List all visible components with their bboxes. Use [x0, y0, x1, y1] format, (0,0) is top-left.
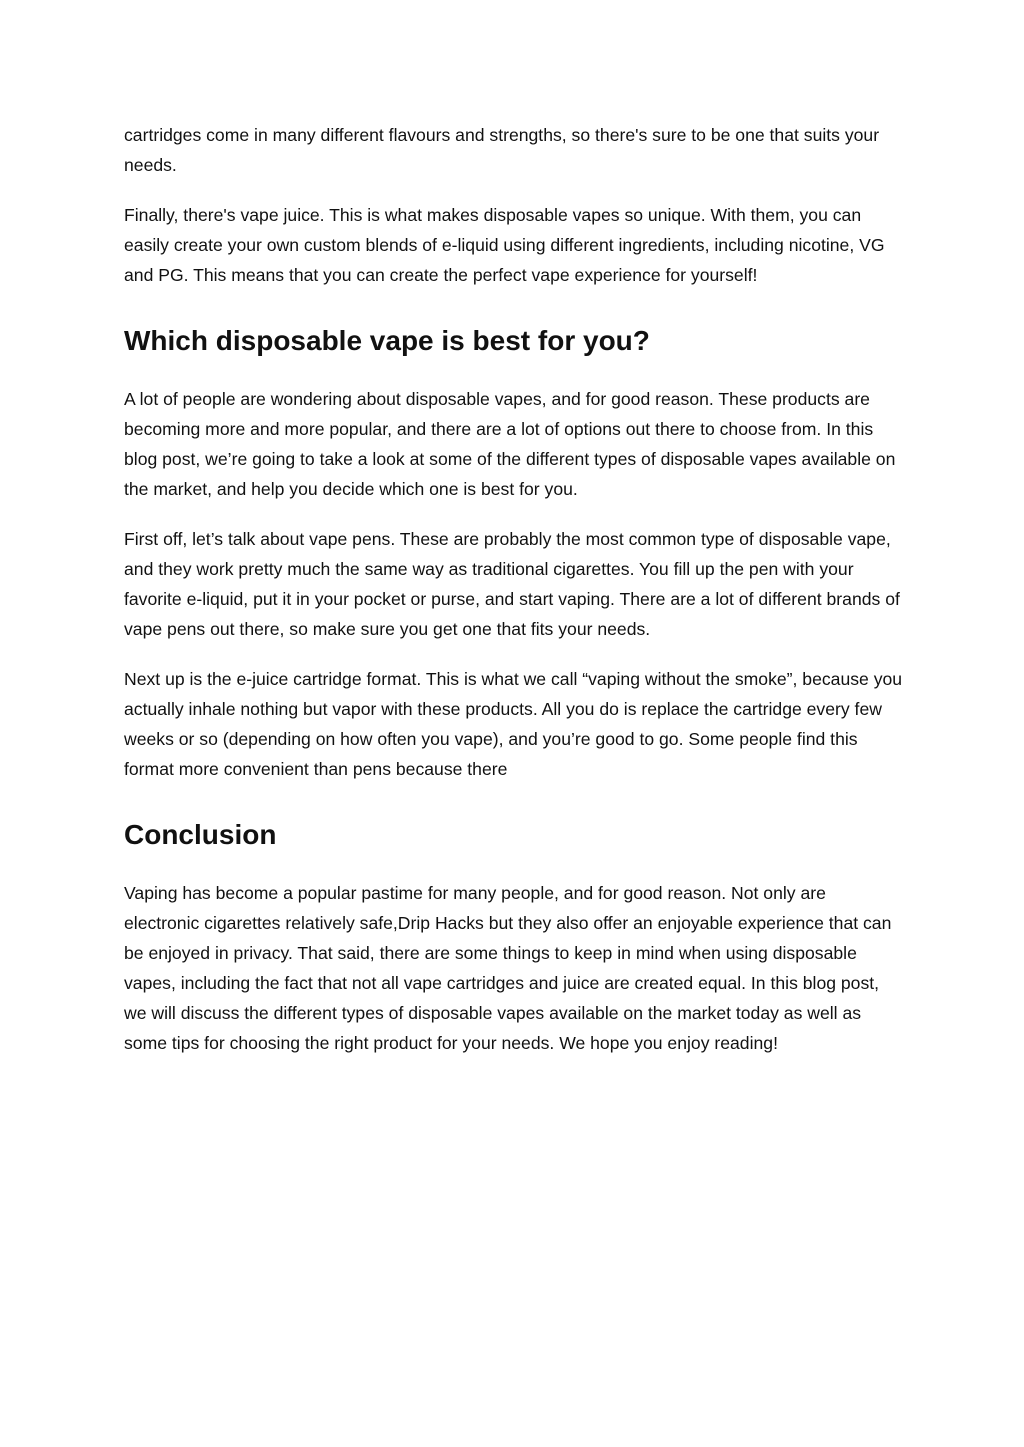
section1-paragraph-2: First off, let’s talk about vape pens. These are probably the most common type of disposable vape, and they work pretty much the same way as traditional cigarettes. You fill up the pen with your favorite e-liquid, put it in your pocket or purse, and start vaping. There are a lot of different brands of vape pens out there, so make sure you get one that fits your needs.: [124, 529, 900, 639]
section-heading-best-vape: Which disposable vape is best for you?: [124, 325, 650, 356]
section-heading-conclusion: Conclusion: [124, 819, 277, 850]
intro-paragraph-1: cartridges come in many different flavours and strengths, so there's sure to be one that suits your needs.: [124, 125, 880, 175]
conclusion-paragraph: Vaping has become a popular pastime for many people, and for good reason. Not only are electronic cigarettes relatively safe,Drip Hacks but they also offer an enjoyable experience that can be enjoyed in privacy. That said, there are some things to keep in mind when using disposable vapes, including the fact that not all vape cartridges and juice are created equal. In this blog post, we will discuss the different types of disposable vapes available on the market today as well as some tips for choosing the right product for your needs. We hope you enjoy reading!: [124, 883, 892, 1053]
document-page: [124, 120, 904, 1078]
section1-paragraph-1: A lot of people are wondering about disposable vapes, and for good reason. These products are becoming more and more popular, and there are a lot of options out there to choose from. In this blog post, we’re going to take a look at some of the different types of disposable vapes available on the market, and help you decide which one is best for you.: [124, 389, 896, 499]
intro-paragraph-2: Finally, there's vape juice. This is what makes disposable vapes so unique. With them, you can easily create your own custom blends of e-liquid using different ingredients, including nicotine, VG and PG. This means that you can create the perfect vape experience for yourself!: [124, 205, 885, 285]
section1-paragraph-3: Next up is the e-juice cartridge format. This is what we call “vaping without the smoke”, because you actually inhale nothing but vapor with these products. All you do is replace the cartridge every few weeks or so (depending on how often you vape), and you’re good to go. Some people find this format more convenient than pens because there: [124, 669, 903, 779]
